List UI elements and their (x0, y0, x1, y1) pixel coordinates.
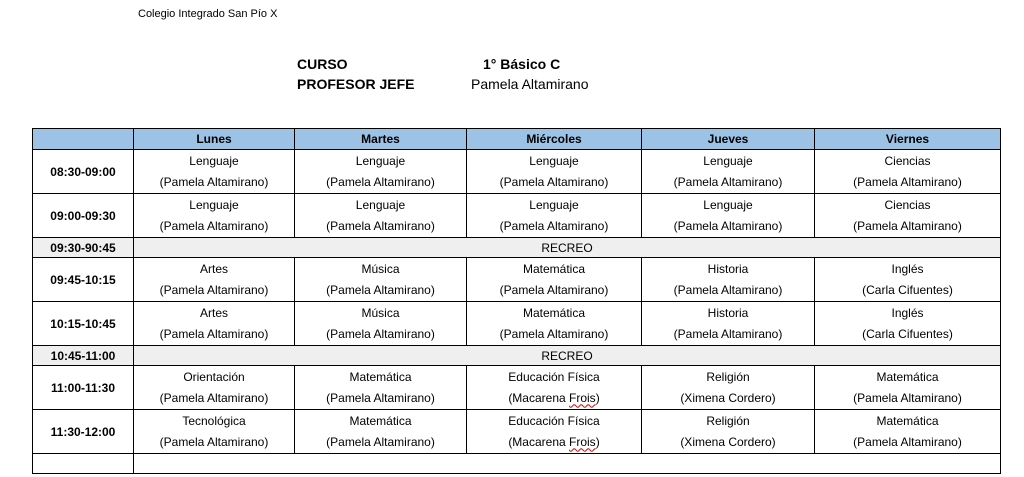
class-cell (642, 258, 815, 302)
teacher-name: (Pamela Altamirano) (326, 434, 435, 449)
period-row (33, 150, 1001, 194)
class-cell (815, 194, 1001, 238)
subject-name: Educación Física (508, 369, 600, 384)
time-slot: 08:30-09:00 (33, 150, 134, 194)
subject-name: Lenguaje (189, 153, 239, 168)
subject-name: Inglés (891, 261, 924, 276)
class-cell (815, 410, 1001, 454)
time-slot: 11:00-11:30 (33, 366, 134, 410)
subject-name: Inglés (891, 305, 924, 320)
day-header: Lunes (134, 129, 295, 150)
recess-cell: RECREO (134, 346, 1001, 366)
time-slot (33, 454, 134, 474)
class-cell (467, 366, 642, 410)
time-slot: 10:45-11:00 (33, 346, 134, 366)
teacher-name: (Pamela Altamirano) (673, 218, 783, 233)
teacher-name: (Pamela Altamirano) (159, 218, 269, 233)
subject-name: Matemática (876, 369, 939, 384)
subject-name: Religión (706, 413, 750, 428)
period-row (33, 366, 1001, 410)
subject-name: Lenguaje (529, 153, 579, 168)
subject-name: Artes (199, 261, 228, 276)
teacher-name: (Pamela Altamirano) (159, 326, 269, 341)
class-cell (295, 410, 467, 454)
day-header: Miércoles (467, 129, 642, 150)
class-cell (295, 366, 467, 410)
day-header: Jueves (642, 129, 815, 150)
teacher-name: (Pamela Altamirano) (853, 434, 962, 449)
period-row (33, 302, 1001, 346)
recess-cell: RECREO (134, 238, 1001, 258)
teacher-name: (Pamela Altamirano) (673, 174, 783, 189)
subject-name: Lenguaje (189, 197, 239, 212)
empty-cell (134, 454, 1001, 474)
class-cell (467, 194, 642, 238)
class-cell (815, 258, 1001, 302)
class-cell (134, 302, 295, 346)
empty-row (33, 454, 1001, 474)
class-cell (295, 258, 467, 302)
subject-name: Lenguaje (703, 197, 753, 212)
subject-name: Música (361, 261, 400, 276)
teacher-name: (Macarena Frois) (508, 434, 600, 449)
teacher-name: (Pamela Altamirano) (159, 434, 269, 449)
day-header: Viernes (815, 129, 1001, 150)
teacher-name: (Pamela Altamirano) (499, 326, 609, 341)
teacher-name: (Pamela Altamirano) (853, 390, 962, 405)
subject-name: Historia (707, 261, 749, 276)
class-cell (134, 194, 295, 238)
curso-label: CURSO (297, 56, 348, 72)
day-header: Martes (295, 129, 467, 150)
class-cell (295, 302, 467, 346)
subject-name: Matemática (876, 413, 939, 428)
teacher-name: (Pamela Altamirano) (853, 174, 962, 189)
class-cell (134, 366, 295, 410)
subject-name: Ciencias (884, 153, 931, 168)
break-row (33, 346, 1001, 366)
time-slot: 09:00-09:30 (33, 194, 134, 238)
teacher-name: (Pamela Altamirano) (853, 218, 962, 233)
subject-name: Religión (706, 369, 750, 384)
profesor-jefe-label: PROFESOR JEFE (297, 76, 415, 92)
spellcheck-underline: Frois (569, 390, 596, 405)
class-cell (295, 194, 467, 238)
teacher-name: (Pamela Altamirano) (159, 174, 269, 189)
class-cell (815, 302, 1001, 346)
teacher-name: (Carla Cifuentes) (862, 282, 953, 297)
spellcheck-underline: Frois (569, 434, 596, 449)
teacher-name: (Pamela Altamirano) (159, 282, 269, 297)
teacher-name: (Pamela Altamirano) (499, 282, 609, 297)
class-cell (467, 258, 642, 302)
subject-name: Tecnológica (182, 413, 246, 428)
class-cell (467, 410, 642, 454)
subject-name: Música (361, 305, 400, 320)
time-column-header (33, 129, 134, 150)
teacher-name: (Pamela Altamirano) (159, 390, 269, 405)
class-cell (642, 410, 815, 454)
class-cell (642, 302, 815, 346)
time-slot: 09:30-90:45 (33, 238, 134, 258)
teacher-name: (Ximena Cordero) (680, 434, 776, 449)
profesor-jefe-value: Pamela Altamirano (471, 76, 589, 92)
period-row (33, 410, 1001, 454)
subject-name: Ciencias (884, 197, 931, 212)
class-cell (467, 150, 642, 194)
teacher-name: (Pamela Altamirano) (499, 218, 609, 233)
subject-name: Artes (199, 305, 228, 320)
curso-value: 1° Básico C (483, 56, 561, 72)
subject-name: Matemática (349, 413, 412, 428)
class-cell (815, 366, 1001, 410)
subject-name: Lenguaje (355, 153, 406, 168)
subject-name: Matemática (522, 261, 586, 276)
teacher-name: (Pamela Altamirano) (673, 282, 783, 297)
teacher-name: (Pamela Altamirano) (499, 174, 609, 189)
class-cell (642, 366, 815, 410)
subject-name: Matemática (522, 305, 586, 320)
schedule-body (33, 150, 1001, 474)
class-cell (295, 150, 467, 194)
teacher-name: (Ximena Cordero) (680, 390, 776, 405)
teacher-name: (Pamela Altamirano) (326, 282, 435, 297)
class-cell (642, 194, 815, 238)
subject-name: Lenguaje (529, 197, 579, 212)
school-name: Colegio Integrado San Pío X (138, 8, 278, 20)
subject-name: Matemática (349, 369, 412, 384)
break-row (33, 238, 1001, 258)
teacher-name: (Pamela Altamirano) (326, 174, 435, 189)
teacher-name: (Pamela Altamirano) (326, 218, 435, 233)
subject-name: Lenguaje (355, 197, 406, 212)
teacher-name: (Macarena Frois) (508, 390, 600, 405)
teacher-name: (Pamela Altamirano) (326, 326, 435, 341)
period-row (33, 258, 1001, 302)
subject-name: Historia (707, 305, 749, 320)
time-slot: 09:45-10:15 (33, 258, 134, 302)
class-cell (815, 150, 1001, 194)
subject-name: Orientación (183, 369, 245, 384)
header-row (33, 129, 1001, 150)
schedule-table (32, 128, 1001, 474)
time-slot: 11:30-12:00 (33, 410, 134, 454)
teacher-name: (Pamela Altamirano) (673, 326, 783, 341)
period-row (33, 194, 1001, 238)
class-cell (134, 410, 295, 454)
subject-name: Lenguaje (703, 153, 753, 168)
teacher-name: (Pamela Altamirano) (326, 390, 435, 405)
class-cell (467, 302, 642, 346)
time-slot: 10:15-10:45 (33, 302, 134, 346)
class-cell (642, 150, 815, 194)
teacher-name: (Carla Cifuentes) (862, 326, 953, 341)
class-cell (134, 258, 295, 302)
subject-name: Educación Física (508, 413, 600, 428)
class-cell (134, 150, 295, 194)
